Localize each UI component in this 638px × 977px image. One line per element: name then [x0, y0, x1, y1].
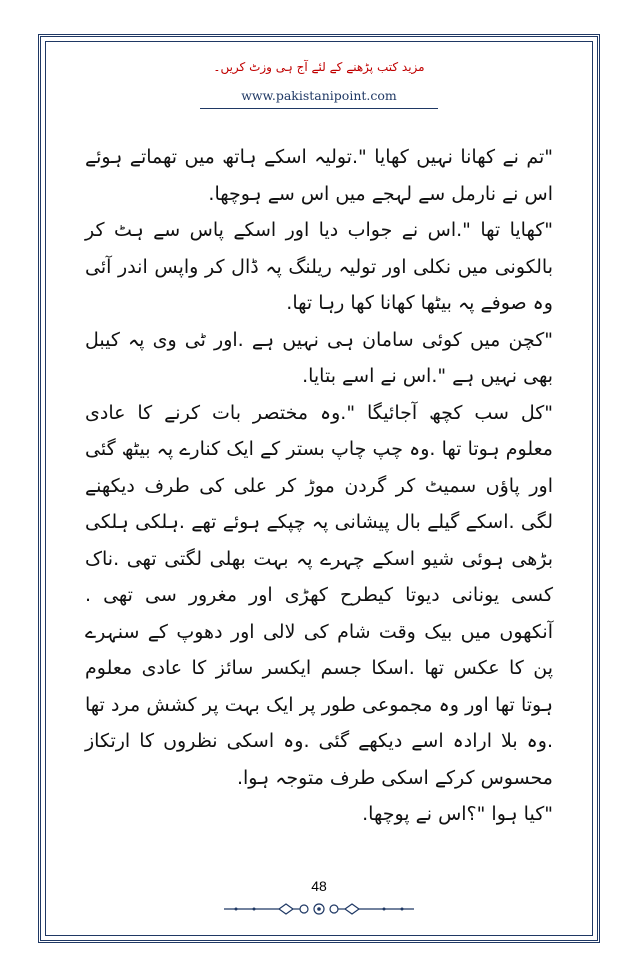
footer-ornament — [224, 900, 414, 918]
header-divider — [200, 108, 438, 109]
paragraph: "کھایا تھا ".اس نے جواب دیا اور اسکے پاس سے ہٹ کر بالکونی میں نکلی اور تولیہ ریلنگ پہ ڈال کر واپس اندر آئی وہ صوفے پہ بیٹھا کھانا کھا رہا تھا. — [85, 219, 553, 314]
story-text — [85, 139, 553, 833]
page-number: 48 — [311, 878, 327, 894]
paragraph: "کیا ہوا "؟اس نے پوچھا. — [362, 803, 553, 825]
header-note: مزید کتب پڑھنے کے لئے آج ہی وزٹ کریں۔ — [213, 60, 425, 74]
paragraph: "کچن میں کوئی سامان ہی نہیں ہے .اور ٹی وی پہ کیبل بھی نہیں ہے ".اس نے اسے بتایا. — [85, 328, 553, 387]
paragraph: "تم نے کھانا نہیں کھایا ".تولیہ اسکے ہاتھ میں تھماتے ہوئے اس نے نارمل سے لہجے میں اس سے ہوچھا. — [85, 146, 553, 205]
website-link[interactable]: www.pakistanipoint.com — [241, 88, 397, 103]
paragraph: "کل سب کچھ آجائیگا ".وہ مختصر بات کرنے کا عادی معلوم ہوتا تھا .وہ چپ چاپ بستر کے ایک کنارے پہ بیٹھ گئی اور پاؤں سمیٹ کر گردن موڑ کر علی کی طرف دیکھنے لگی .اسکے گیلے بال پیشانی پہ چپکے ہوئے تھے .ہلکی ہلکی بڑھی ہوئی شیو اسکے چہرے پہ بہت بھلی لگتی تھی .ناک کسی یونانی دیوتا کیطرح کھڑی اور مغرور سی تھی . آنکھوں میں بیک وقت شام کی لالی اور دھوپ کے سنہرے پن کا عکس تھا .اسکا جسم ایکسر سائز کا عادی معلوم ہوتا تھا اور وہ مجموعی طور پر ایک بہت پر کشش مرد تھا .وہ بلا ارادہ اسے دیکھے گئی .وہ اسکی نظروں کا ارتکاز محسوس کرکے اسکی طرف متوجہ ہوا. — [85, 401, 553, 789]
